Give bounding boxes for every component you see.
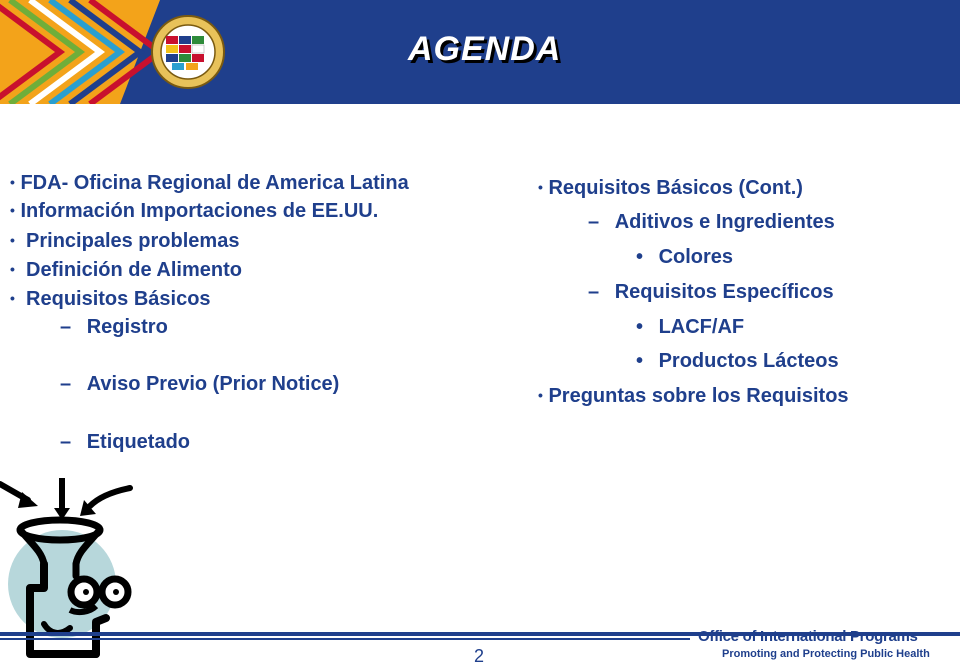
decorative-stripes (0, 0, 160, 104)
list-subitem: – Requisitos Específicos (588, 281, 834, 303)
list-subitem: – Aviso Previo (Prior Notice) (60, 373, 340, 395)
fda-seal-logo (150, 14, 226, 90)
list-item: • Información Importaciones de EE.UU. (10, 200, 379, 222)
list-item: • Preguntas sobre los Requisitos (538, 385, 849, 407)
list-item: • FDA- Oficina Regional de America Latina (10, 172, 409, 194)
list-subitem: – Etiquetado (60, 431, 191, 453)
list-item: • Requisitos Básicos (Cont.) (538, 177, 803, 199)
footer-org-name: Office of International Programs (698, 628, 918, 645)
list-subsubitem: • Productos Lácteos (636, 350, 839, 372)
list-item: • Requisitos Básicos (10, 288, 211, 310)
footer-divider-thin (0, 638, 690, 640)
list-item: • Principales problemas (10, 230, 240, 252)
list-subitem: – Aditivos e Ingredientes (588, 211, 835, 233)
list-item: • Definición de Alimento (10, 259, 242, 281)
page-number: 2 (474, 646, 485, 666)
page-title: AGENDA (408, 30, 562, 68)
list-subitem: – Registro (60, 316, 168, 338)
list-subsubitem: • Colores (636, 246, 734, 268)
footer-tagline: Promoting and Protecting Public Health (722, 648, 930, 660)
list-subsubitem: • LACF/AF (636, 316, 745, 338)
header-banner (0, 0, 960, 104)
